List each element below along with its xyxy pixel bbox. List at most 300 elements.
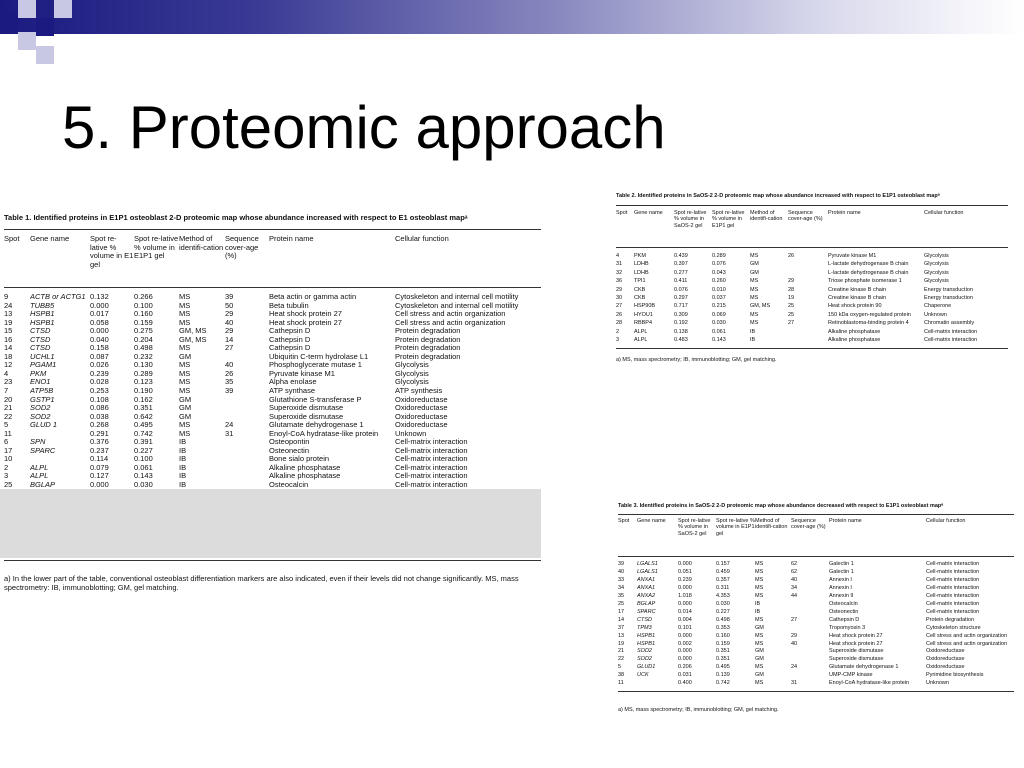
table-row [4,438,535,447]
table-cell: Annexin I [829,576,852,583]
table-cell: Alkaline phosphatase [269,463,341,472]
table-cell [225,472,269,481]
table-2-header-cell: Cellular function [924,210,964,216]
table-cell: 0.132 [90,293,109,301]
table-row [616,286,1008,294]
table-cell: Creatine kinase B chain [828,286,887,293]
table-cell: Cell-matrix interaction [926,608,980,615]
table-cell: 12 [4,361,13,370]
table-cell: 0.017 [90,310,109,319]
table-cell: 27 [788,320,795,327]
table-cell: ANXA1 [637,576,656,583]
table-cell: Chromatin assembly [924,320,975,327]
table-cell: CTSD [30,327,51,336]
table-cell: 11 [618,680,624,687]
table-cell: 0.642 [134,412,153,421]
table-cell: Superoxide dismutase [829,648,884,655]
table-3-header-cell: Cellular function [926,518,966,524]
table-cell: Heat shock protein 90 [828,303,882,310]
table-cell: MS [755,561,764,567]
table-cell: 0.266 [134,293,153,301]
table-cell: 39 [225,293,234,301]
table-cell: 0.717 [674,303,688,310]
table-cell: 38 [618,672,625,679]
table-3-header-cell: Spot [618,518,630,524]
table-cell: 10 [4,455,13,464]
table-cell: Tropomyosin 3 [829,624,866,631]
table-cell: 50 [225,301,234,310]
table-cell: 0.058 [90,318,109,327]
table-cell: 0.069 [712,311,726,318]
table-cell: 40 [225,318,234,327]
table-cell: Superoxide dismutase [269,404,344,413]
table-cell: SPARC [30,446,56,455]
table-1-header-cell: Method of identifi-cation [179,234,224,252]
table-cell: 0.498 [716,616,730,623]
table-cell: Cell stress and actin organization [926,632,1008,639]
table-cell: Heat shock protein 27 [829,640,883,647]
table-cell: 0.127 [90,472,109,481]
table-cell: 29 [225,310,234,319]
table-cell: Cathepsin D [269,327,311,336]
table-cell: Cell-matrix interaction [926,592,980,599]
top-gradient-bar [0,0,1024,34]
table-cell: 15 [4,327,13,336]
table-cell: 0.051 [678,568,692,575]
table-cell: 0.260 [712,278,726,285]
table-cell: 25 [618,600,625,607]
table-row [618,609,1014,617]
table-row [4,293,535,302]
table-cell: Cell-matrix interaction [395,481,468,490]
table-cell: IB [750,328,756,335]
table-row [618,633,1014,641]
table-cell: Unknown [926,680,949,687]
table-cell: 0.159 [134,318,153,327]
table-cell: MS [179,344,191,353]
corner-square-light-2 [18,32,36,50]
table-cell: 0.277 [674,269,688,276]
table-cell: GM [179,395,192,404]
table-cell: Protein degradation [395,352,461,361]
table-cell: 24 [791,664,798,671]
table-3-header-rule [618,556,1014,557]
table-cell: 0.190 [134,387,153,396]
table-cell [791,648,829,656]
table-cell: Osteocalcin [829,600,858,607]
table-cell: Osteonectin [269,446,310,455]
table-row [4,481,535,490]
table-cell: Heat shock protein 27 [269,310,342,319]
table-cell: GM [750,261,759,268]
table-cell: IB [179,455,187,464]
table-cell: 37 [618,624,625,631]
table-cell: 7 [4,387,9,396]
table-cell: 13 [4,310,13,319]
table-cell: 0.297 [674,295,688,302]
table-cell: 21 [4,404,13,413]
table-cell [791,609,829,617]
table-cell [791,672,829,680]
table-row [616,336,1008,344]
table-cell: 22 [4,412,13,421]
table-cell: Glycolysis [924,269,949,276]
table-cell: IB [179,481,187,490]
table-2-header [616,210,1008,229]
table-cell: Cathepsin D [269,344,311,353]
table-cell: 36 [616,278,623,285]
table-cell [225,396,269,405]
table-cell: 0.030 [716,600,730,607]
table-cell: MS [179,293,191,301]
table-cell [30,455,90,464]
table-cell: 0.139 [716,672,730,679]
table-cell: Cell-matrix interaction [924,337,978,344]
table-cell: Protein degradation [395,335,461,344]
table-cell: 0.376 [90,438,109,447]
table-cell: 0.215 [712,303,726,310]
table-cell: SPARC [637,608,656,615]
table-cell: Cell-matrix interaction [395,446,468,455]
table-cell: 0.239 [678,576,692,583]
table-cell: IB [179,438,187,447]
table-cell: Pyruvate kinase M1 [269,369,335,378]
table-cell: 0.061 [134,463,153,472]
table-cell: 39 [225,387,234,396]
table-cell: ALPL [634,328,648,335]
table-cell: Alkaline phosphatase [828,328,881,335]
table-cell: IB [755,608,761,615]
table-row [616,311,1008,319]
table-cell: 0.206 [678,664,692,671]
table-cell: 5 [618,664,622,671]
table-cell [788,269,828,277]
table-cell: 19 [618,640,625,647]
table-cell: GM [755,624,764,631]
table-cell: 62 [791,561,798,567]
table-row [616,319,1008,327]
table-cell: 0.010 [712,286,726,293]
table-cell: GM, MS [179,335,207,344]
table-cell: 26 [225,369,234,378]
table-cell: Cell stress and actin organization [395,318,506,327]
table-row [618,585,1014,593]
table-cell: 0.031 [678,672,692,679]
table-cell: 0.411 [674,278,688,285]
table-cell: CTSD [637,616,652,623]
table-cell: 1.018 [678,592,692,599]
table-cell: 9 [4,293,9,301]
table-cell: Enoyl-CoA hydratase-like protein [269,429,379,438]
table-cell: 28 [788,286,795,293]
table-cell: 23 [4,378,13,387]
table-cell: Galectin 1 [829,561,854,567]
table-cell: 19 [788,295,795,302]
table-cell: TPM3 [637,624,652,631]
table-cell: Cell-matrix interaction [926,584,980,591]
table-cell: 0.123 [134,378,153,387]
table-cell [791,601,829,609]
table-cell: Cell-matrix interaction [395,463,468,472]
table-cell: 0.227 [716,608,730,615]
corner-square-navy-2 [36,18,54,36]
table-cell: Cell-matrix interaction [926,561,980,567]
table-cell: 0.026 [90,361,109,370]
table-cell: 0.160 [716,632,730,639]
table-cell: 40 [791,640,798,647]
table-cell: MS [179,318,191,327]
table-cell: Enoyl-CoA hydratase-like protein [829,680,910,687]
table-cell: MS [179,369,191,378]
table-cell: 150 kDa oxygen-regulated protein [828,311,911,318]
table-cell: Protein degradation [395,327,461,336]
table-cell: 27 [791,616,798,623]
table-cell: SPN [30,438,46,447]
table-cell: 0.351 [134,404,153,413]
table-cell: 14 [4,344,13,353]
table-1-header-cell: Protein name [269,234,314,243]
table-cell: IB [179,446,187,455]
table-cell [225,455,269,464]
table-cell: 0.100 [134,455,153,464]
table-cell: 0.159 [716,640,730,647]
table-cell: 0.000 [678,648,692,655]
table-cell: 0.291 [90,429,109,438]
table-cell [791,656,829,664]
table-1-caption: Table 1. Identified proteins in E1P1 osteoblast 2-D proteomic map whose abundance increased with respect to E1 osteoblast mapᵃ [4,213,468,222]
table-row [616,302,1008,310]
table-cell: Glycolysis [395,369,429,378]
table-3-body [618,561,1014,688]
table-cell: ACTB or ACTG1 [30,293,86,301]
table-cell: MS [750,295,759,302]
table-cell: 0.495 [716,664,730,671]
table-cell: Cell-matrix interaction [924,328,978,335]
table-cell: 25 [4,481,13,490]
table-cell: 0.030 [134,481,153,490]
table-3-header-cell: Gene name [637,518,666,524]
table-cell: 0.043 [712,269,726,276]
table-cell: GM [755,648,764,655]
table-cell: Oxidoreductase [926,664,965,671]
table-cell: Phosphoglycerate mutase 1 [269,361,362,370]
table-cell: 32 [616,269,623,276]
table-cell: Cell-matrix interaction [926,600,980,607]
table-cell: Protein degradation [926,616,975,623]
table-cell: 0.000 [678,584,692,591]
table-row [618,561,1014,569]
table-row [618,680,1014,688]
table-3-header [618,518,1014,537]
table-row [4,413,535,422]
table-cell: CTSD [30,344,51,353]
table-cell: Oxidoreductase [926,656,965,663]
table-row [616,252,1008,260]
table-cell: Pyruvate kinase M1 [828,253,877,259]
table-cell: Cell-matrix interaction [926,568,980,575]
table-cell: 26 [616,311,623,318]
table-cell: 33 [618,576,625,583]
table-cell: Cytoskeleton and internal cell motility [395,301,519,310]
table-1-markers-highlight [0,489,541,558]
table-3-header-cell: Spot re-lative % volume in SaOS-2 gel [678,518,711,537]
table-cell: HSPB1 [30,318,55,327]
table-cell: GLUD1 [637,664,656,671]
table-row [618,641,1014,649]
table-cell: MS [750,311,759,318]
table-cell: 17 [4,446,13,455]
table-cell: IB [755,600,761,607]
table-cell: 0.061 [712,328,726,335]
table-cell: 27 [616,303,623,310]
table-cell: LGALS1 [637,561,658,567]
table-cell: 22 [618,656,625,663]
table-cell: CKB [634,286,646,293]
table-cell: MS [755,640,764,647]
table-1-header-cell: Gene name [30,234,70,243]
table-cell: MS [755,664,764,671]
table-cell: SOD2 [637,648,652,655]
table-cell: 20 [4,395,13,404]
table-row [4,396,535,405]
table-row [618,617,1014,625]
table-cell: LDHB [634,269,649,276]
table-cell: 0.000 [678,632,692,639]
table-row [618,601,1014,609]
table-cell: 0.130 [134,361,153,370]
table-cell: IB [179,463,187,472]
table-cell: 24 [4,301,13,310]
table-cell: HSPB1 [637,632,656,639]
table-cell: 0.076 [674,286,688,293]
table-cell: PKM [30,369,47,378]
table-cell: Ubiquitin C-term hydrolase L1 [269,352,369,361]
table-row [4,319,535,328]
table-cell: 18 [4,352,13,361]
table-cell [788,328,828,336]
table-cell: MS [179,310,191,319]
table-cell: MS [179,421,191,430]
table-cell: Cell-matrix interaction [395,438,468,447]
table-cell: 0.038 [90,412,109,421]
table-cell: MS [755,616,764,623]
table-cell: 0.289 [134,369,153,378]
table-cell: 14 [225,335,234,344]
table-cell: SOD2 [30,404,51,413]
table-1-bottom-rule [4,560,541,561]
table-1-header-cell: Spot re-lative % volume in E1 gel [90,234,134,269]
table-row [4,421,535,430]
table-cell: Alpha enolase [269,378,317,387]
table-cell: 0.353 [716,624,730,631]
table-cell: 40 [225,361,234,370]
table-cell: Unknown [395,429,427,438]
table-cell: 5 [4,421,9,430]
table-cell: 0.237 [90,446,109,455]
table-row [616,260,1008,268]
table-2-footnote: a) MS, mass spectrometry; IB, immunoblotting; GM, gel matching. [616,357,777,363]
table-cell: 24 [225,421,234,430]
table-cell: Glycolysis [924,253,949,259]
table-1-header-cell: Spot re-lative % volume in E1P1 gel [134,234,179,261]
table-cell: Glycolysis [924,278,949,285]
table-row [4,344,535,353]
table-cell: 0.030 [712,320,726,327]
table-cell: 62 [791,568,798,575]
table-cell: 0.000 [90,481,109,490]
table-cell: GM [179,352,192,361]
table-row [4,447,535,456]
table-1-body [4,293,535,490]
table-1-header-rule [4,287,541,288]
table-cell: GM, MS [750,303,771,310]
table-row [616,328,1008,336]
table-cell: HYOU1 [634,311,653,318]
table-cell: ATP synthesis [395,387,443,396]
table-cell: Energy transduction [924,286,973,293]
table-row [4,455,535,464]
table-cell [225,447,269,456]
table-cell: Glycolysis [395,361,429,370]
table-cell: 0.289 [712,253,726,259]
table-cell: 0.391 [134,438,153,447]
table-row [4,336,535,345]
table-cell [791,625,829,633]
table-cell: Cathepsin D [269,335,311,344]
table-cell: Chaperone [924,303,952,310]
table-3-header-cell: Sequence cover-age (%) [791,518,826,531]
table-cell: MS [179,361,191,370]
table-cell: MS [755,680,764,687]
table-cell: Beta tubulin [269,301,309,310]
table-cell: MS [750,320,759,327]
table-cell: 4.353 [716,592,730,599]
table-cell: 0.192 [674,320,688,327]
table-cell: Energy transduction [924,295,973,302]
table-cell: 21 [618,648,625,655]
table-cell: 35 [225,378,234,387]
table-cell: Oxidoreductase [926,648,965,655]
table-cell: Beta actin or gamma actin [269,293,357,301]
table-cell: 0.397 [674,261,688,268]
table-cell: Cell-matrix interaction [395,472,468,481]
table-cell: 44 [791,592,798,599]
table-cell: 6 [4,438,9,447]
table-cell: 0.742 [134,429,153,438]
table-cell: 14 [618,616,625,623]
table-cell [225,438,269,447]
table-cell: Annexin II [829,592,854,599]
table-cell: ALPL [634,337,648,344]
table-cell: 31 [225,429,234,438]
table-cell: 0.204 [134,335,153,344]
table-cell: Bone sialo protein [269,455,330,464]
table-row [4,327,535,336]
table-cell: MS [755,568,764,575]
table-cell: HSPB1 [637,640,656,647]
table-cell: 0.357 [716,576,730,583]
table-cell: 0.000 [90,301,109,310]
table-cell: MS [179,301,191,310]
table-cell: 0.311 [716,584,730,591]
table-cell: 4 [616,253,620,259]
table-2-header-rule [616,247,1008,248]
table-cell: MS [750,286,759,293]
table-cell: 13 [618,632,625,639]
table-row [618,569,1014,577]
table-cell: 34 [791,584,798,591]
table-cell: 0.309 [674,311,688,318]
